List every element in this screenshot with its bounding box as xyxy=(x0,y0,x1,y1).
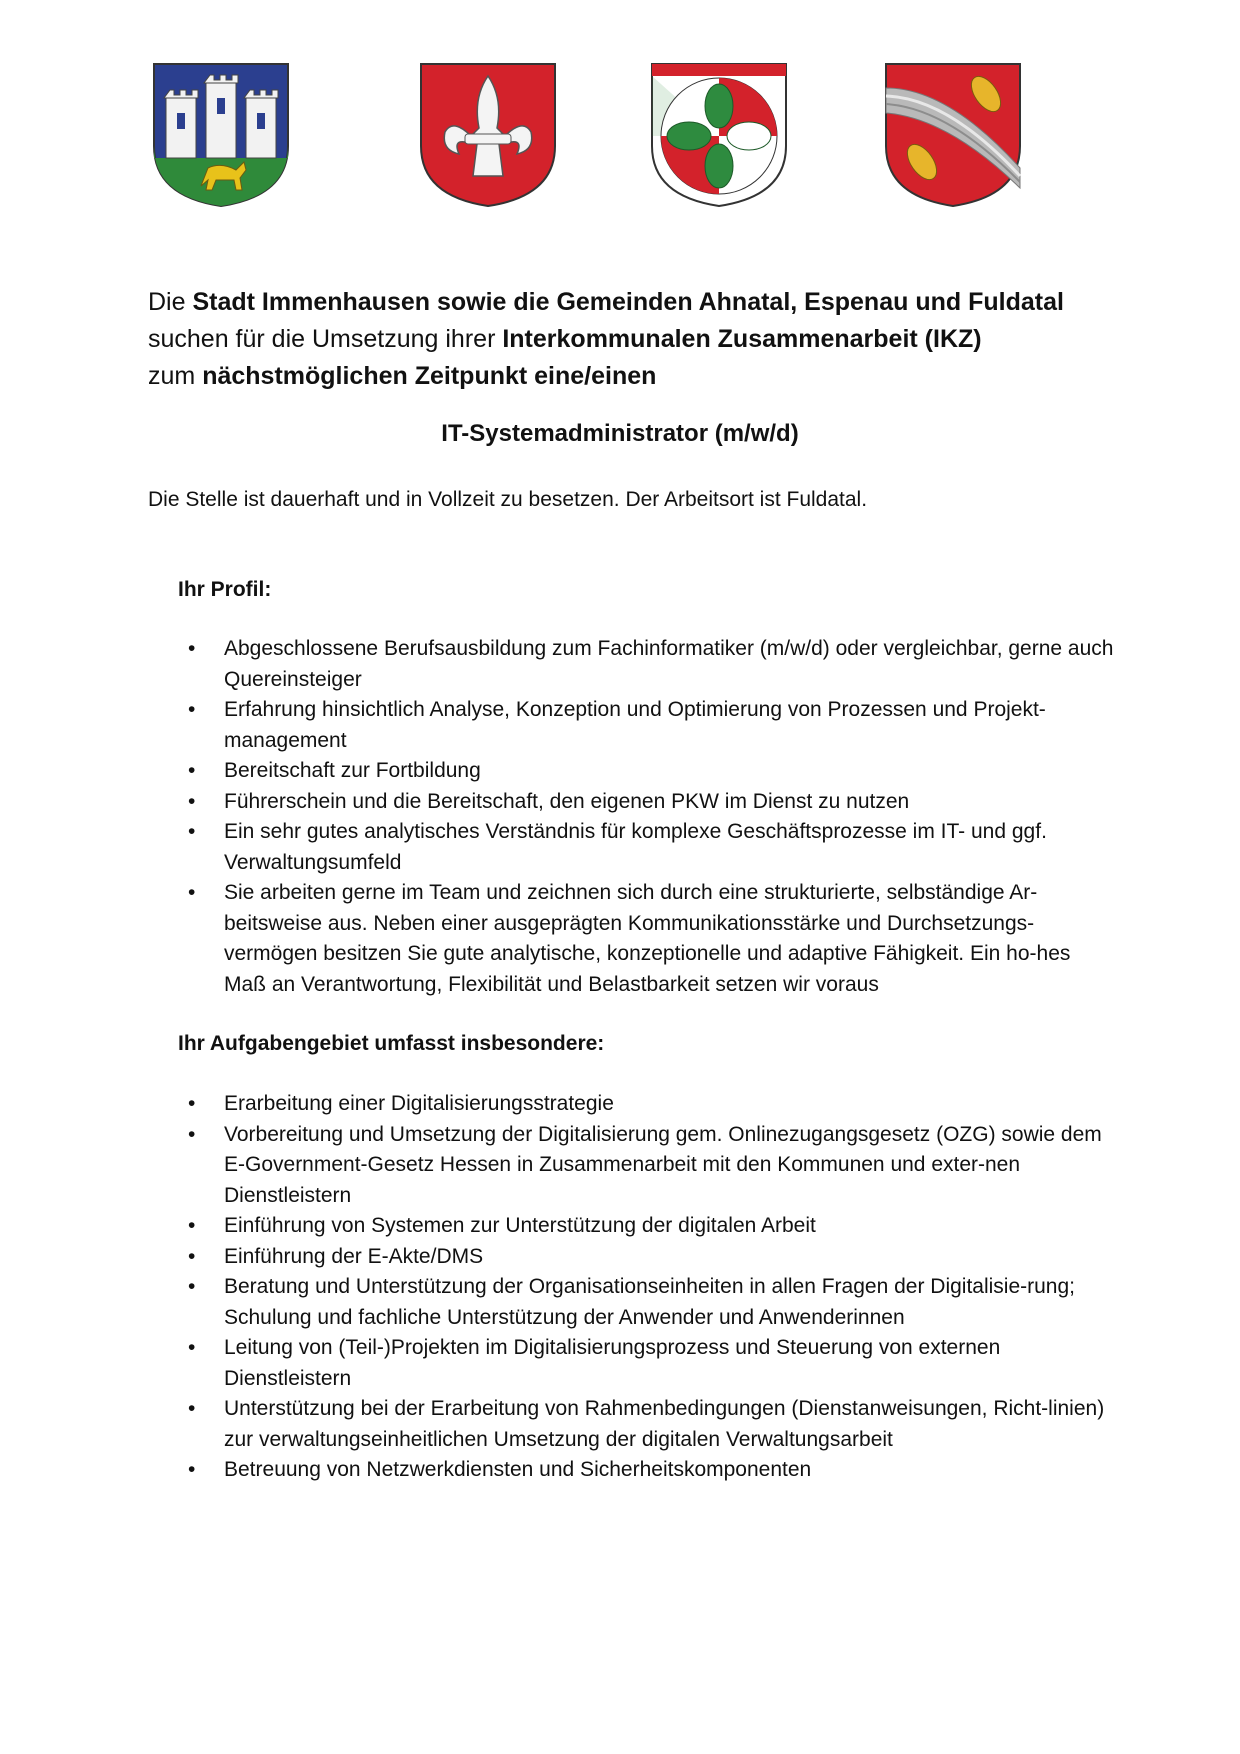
intro-line-3-prefix: zum xyxy=(148,362,203,390)
list-item xyxy=(178,634,1118,695)
fuldatal-crest-icon xyxy=(878,58,1028,208)
list-item xyxy=(178,1333,1118,1394)
list-item xyxy=(178,695,1118,756)
list-item-text: Abgeschlossene Berufsausbildung zum Fachinformatiker (m/w/d) oder vergleichbar, gerne auch Quereinsteiger xyxy=(224,637,1114,691)
bullet-icon: • xyxy=(188,1244,196,1268)
bullet-icon: • xyxy=(188,637,196,660)
list-item-text: Leitung von (Teil-)Projekten im Digitalisierungsprozess und Steuerung von externen Dienstleistern xyxy=(224,1336,1001,1390)
immenhausen-crest-icon xyxy=(146,58,296,208)
intro-line-1-prefix: Die xyxy=(148,288,193,316)
bullet-icon: • xyxy=(188,1214,196,1237)
list-item-text: Erarbeitung einer Digitalisierungsstrategie xyxy=(224,1092,614,1115)
list-item xyxy=(178,1120,1118,1212)
bullet-icon: • xyxy=(188,1122,196,1146)
ahnatal-crest-icon xyxy=(413,58,563,208)
intro-line-3 xyxy=(148,358,1108,395)
intro-line-3-bold: nächstmöglichen Zeitpunkt eine/einen xyxy=(202,362,657,390)
list-item xyxy=(178,756,1118,787)
position-details: Die Stelle ist dauerhaft und in Vollzeit zu besetzen. Der Arbeitsort ist Fuldatal. xyxy=(148,488,868,511)
list-item xyxy=(178,787,1118,818)
intro-line-1-bold: Stadt Immenhausen sowie die Gemeinden Ahnatal, Espenau und Fuldatal xyxy=(192,288,1064,316)
profile-list xyxy=(178,634,1118,1000)
intro-line-2 xyxy=(148,321,1108,358)
list-item xyxy=(178,1455,1118,1486)
tasks-heading: Ihr Aufgabengebiet umfasst insbesondere: xyxy=(178,1032,605,1055)
bullet-icon: • xyxy=(188,1275,196,1298)
intro-line-2-bold: Interkommunalen Zusammenarbeit (IKZ) xyxy=(502,325,982,353)
bullet-icon: • xyxy=(188,789,196,813)
profile-heading: Ihr Profil: xyxy=(178,578,272,601)
list-item-text: Vorbereitung und Umsetzung der Digitalisierung gem. Onlinezugangsgesetz (OZG) sowie dem E-Government-Gesetz Hessen in Zusammenarbeit mit den Kommunen und exter-nen Dienstleistern xyxy=(224,1122,1102,1207)
job-title: IT-Systemadministrator (m/w/d) xyxy=(441,420,799,447)
intro-line-1 xyxy=(148,284,1108,321)
list-item xyxy=(178,878,1118,1000)
list-item xyxy=(178,817,1118,878)
list-item xyxy=(178,1394,1118,1455)
list-item-text: Einführung von Systemen zur Unterstützung der digitalen Arbeit xyxy=(224,1214,816,1237)
list-item xyxy=(178,1242,1118,1273)
bullet-icon: • xyxy=(188,698,196,721)
bullet-icon: • xyxy=(188,881,196,904)
list-item-text: Unterstützung bei der Erarbeitung von Rahmenbedingungen (Dienstanweisungen, Richt-linien) zur verwaltungseinheitlichen Umsetzung der digitalen Verwaltungsarbeit xyxy=(224,1397,1105,1451)
list-item-text: Betreuung von Netzwerkdiensten und Sicherheitskomponenten xyxy=(224,1458,812,1481)
intro-paragraph xyxy=(148,284,1108,395)
bullet-icon: • xyxy=(188,1336,196,1359)
bullet-icon: • xyxy=(188,820,196,843)
bullet-icon: • xyxy=(188,1397,196,1420)
list-item xyxy=(178,1272,1118,1333)
bullet-icon: • xyxy=(188,759,196,782)
list-item-text: Erfahrung hinsichtlich Analyse, Konzeption und Optimierung von Prozessen und Projekt-management xyxy=(224,698,1046,752)
list-item-text: Einführung der E-Akte/DMS xyxy=(224,1244,484,1268)
list-item-text: Führerschein und die Bereitschaft, den eigenen PKW im Dienst zu nutzen xyxy=(224,789,910,813)
intro-line-2-prefix: suchen für die Umsetzung ihrer xyxy=(148,325,503,353)
bullet-icon: • xyxy=(188,1092,196,1115)
espenau-crest-icon xyxy=(644,58,794,208)
tasks-list xyxy=(178,1089,1118,1486)
list-item-text: Bereitschaft zur Fortbildung xyxy=(224,759,481,782)
bullet-icon: • xyxy=(188,1458,196,1481)
list-item-text: Beratung und Unterstützung der Organisationseinheiten in allen Fragen der Digitalisie-rung; Schulung und fachliche Unterstützung der Anwender und Anwenderinnen xyxy=(224,1275,1076,1329)
list-item xyxy=(178,1211,1118,1242)
list-item-text: Sie arbeiten gerne im Team und zeichnen sich durch eine strukturierte, selbständige Ar-beitsweise aus. Neben einer ausgeprägten Kommunikationsstärke und Durchsetzungs-vermögen besitzen Sie gute analytische, konzeptionelle und adaptive Fähigkeit. Ein ho-hes Maß an Verantwortung, Flexibilität und Belastbarkeit setzen wir voraus xyxy=(224,881,1071,996)
list-item xyxy=(178,1089,1118,1120)
list-item-text: Ein sehr gutes analytisches Verständnis für komplexe Geschäftsprozesse im IT- und ggf. Verwaltungsumfeld xyxy=(224,820,1047,874)
crest-row xyxy=(0,58,1240,218)
